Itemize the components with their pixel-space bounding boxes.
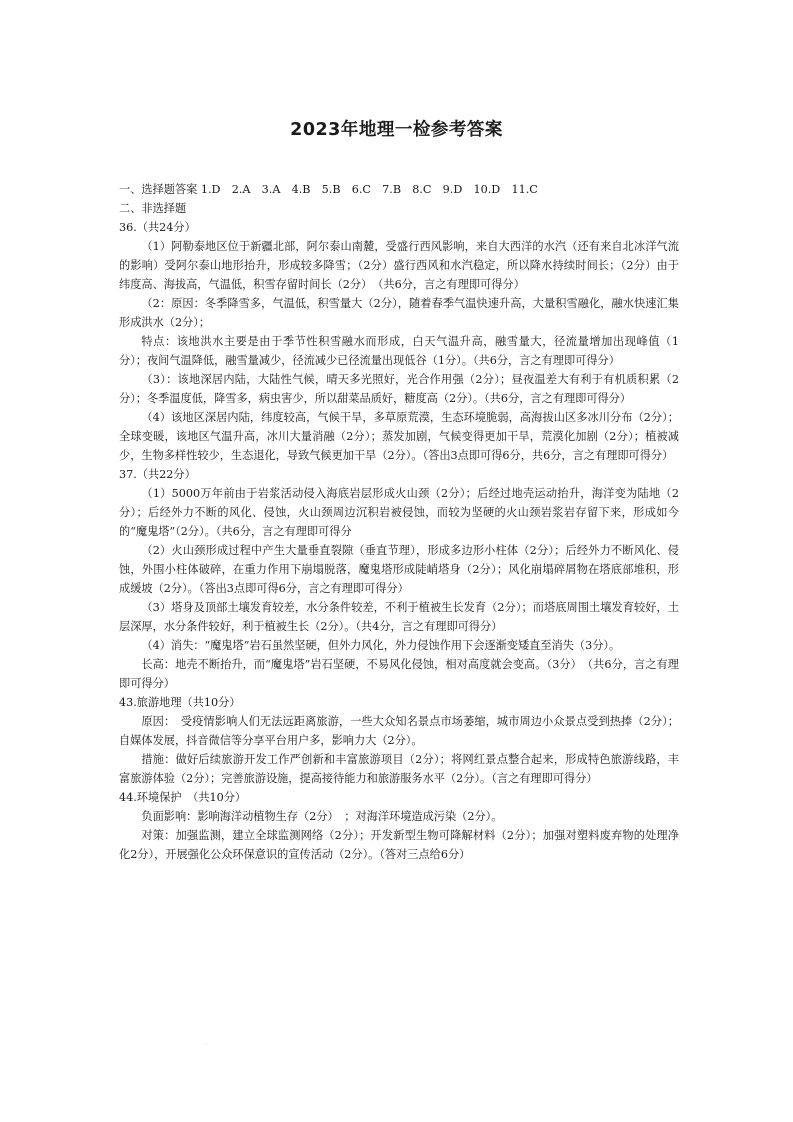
q37-part4-disappear: （4）消失：“魔鬼塔”岩石虽然坚硬，但外力风化，外力侵蚀作用下会逐渐变矮直至消失（3分）。 bbox=[141, 639, 621, 652]
q36-heading: 36.（共24分） bbox=[119, 221, 196, 234]
q43-heading: 43.旅游地理（共10分） bbox=[119, 696, 241, 709]
answer-content bbox=[119, 180, 679, 864]
q37-part3: （3）塔身及顶部土壤发育较差，水分条件较差，不利于植被生长发育（2分）；而塔底周围土壤发育较好，土层深厚，水分条件较好，利于植被生长（2分）。（共4分，言之有理即可得分） bbox=[119, 601, 679, 633]
page-title: 2023年地理一检参考答案 bbox=[290, 120, 503, 140]
q36-part1: （1）阿勒泰地区位于新疆北部，阿尔泰山南麓，受盛行西风影响，来自大西洋的水汽（还有来自北冰洋气流的影响）受阿尔泰山地形抬升，形成较多降雪；（2分）盛行西风和水汽稳定，所以降水持续时间长；（2分）由于纬度高、海拔高，气温低，积雪存留时间长（2分） （共6分，言之有理即可得分） bbox=[119, 240, 679, 291]
q37-part1: （1）5000万年前由于岩浆活动侵入海底岩层形成火山颈（2分）；后经过地壳运动抬升，海洋变为陆地（2分）；后经外力不断的风化、侵蚀，火山颈周边沉积岩被侵蚀，而较为坚硬的火山颈岩浆岩存留下来，形成如今的“魔鬼塔”（2分）。（共6分，言之有理即可得分 bbox=[119, 487, 679, 538]
q36-part2-feature: 特点：该地洪水主要是由于季节性积雪融水而形成，白天气温升高，融雪量大，径流量增加出现峰值（1分）；夜间气温降低，融雪量减少，径流减少已径流量出现低谷（1分）。（共6分，言之有理即可得分） bbox=[119, 335, 679, 367]
footer-mark: · bbox=[205, 1040, 208, 1049]
q36-part4: （4）该地区深居内陆，纬度较高，气候干旱，多草原荒漠，生态环境脆弱，高海拔山区多冰川分布（2分）；全球变暖，该地区气温升高，冰川大量消融（2分）；蒸发加剧，气候变得更加干旱，荒漠化加剧（2分）；植被减少，生物多样性较少，生态退化，导致气候更加干旱（2分）。（答出3点即可得6分，共6分，言之有理即可得分） bbox=[119, 411, 679, 462]
q43-measures: 措施：做好后续旅游开发工作严创新和丰富旅游项目（2分）；将网红景点整合起来，形成特色旅游线路，丰富旅游体验（2分）；完善旅游设施，提高接待能力和旅游服务水平（2分）。（言之有理即可得分） bbox=[119, 753, 679, 785]
q37-part4-grow: 长高：地壳不断抬升，而“魔鬼塔”岩石坚硬，不易风化侵蚀，相对高度就会变高。（3分） （共6分，言之有理即可得分） bbox=[119, 658, 679, 690]
q37-heading: 37.（共22分） bbox=[119, 468, 196, 481]
choice-answers: 一、选择题答案 1.D 2.A 3.A 4.B 5.B 6.C 7.B 8.C 9.D 10.D 11.C bbox=[119, 183, 538, 196]
q36-part3: （3）：该地深居内陆，大陆性气候，晴天多光照好，光合作用强（2分）；昼夜温差大有利于有机质积累（2分）；冬季温度低，降雪多，病虫害少，所以甜菜品质好，糖度高（2分）。（共6分，言之有理即可得分） bbox=[119, 373, 679, 405]
q37-part2: （2）火山颈形成过程中产生大量垂直裂隙（垂直节理），形成多边形小柱体（2分）；后经外力不断风化、侵蚀，外围小柱体破碎，在重力作用下崩塌脱落，魔鬼塔形成陡峭塔身（2分）；风化崩塌碎屑物在塔底部堆积，形成缓坡（2分）。（答出3点即可得6分，言之有理即可得分） bbox=[119, 544, 679, 595]
section-heading-nonchoice: 二、非选择题 bbox=[119, 202, 187, 215]
q43-cause: 原因： 受疫情影响人们无法远距离旅游，一些大众知名景点市场萎缩，城市周边小众景点受到热捧（2分）；自媒体发展，抖音微信等分享平台用户多，影响力大（2分）。 bbox=[119, 715, 679, 747]
q44-impact: 负面影响：影响海洋动植物生存（2分） ；对海洋环境造成污染（2分）。 bbox=[141, 810, 503, 823]
q44-heading: 44.环境保护 （共10分） bbox=[119, 791, 247, 804]
q36-part2-cause: （2：原因：冬季降雪多，气温低，积雪量大（2分），随着春季气温快速升高，大量积雪融化，融水快速汇集形成洪水（2分）； bbox=[119, 297, 679, 329]
q44-countermeasures: 对策：加强监测，建立全球监测网络（2分）；开发新型生物可降解材料（2分）；加强对塑料废弃物的处理净化2分），开展强化公众环保意识的宣传活动（2分）。（答对三点给6分） bbox=[119, 829, 679, 861]
